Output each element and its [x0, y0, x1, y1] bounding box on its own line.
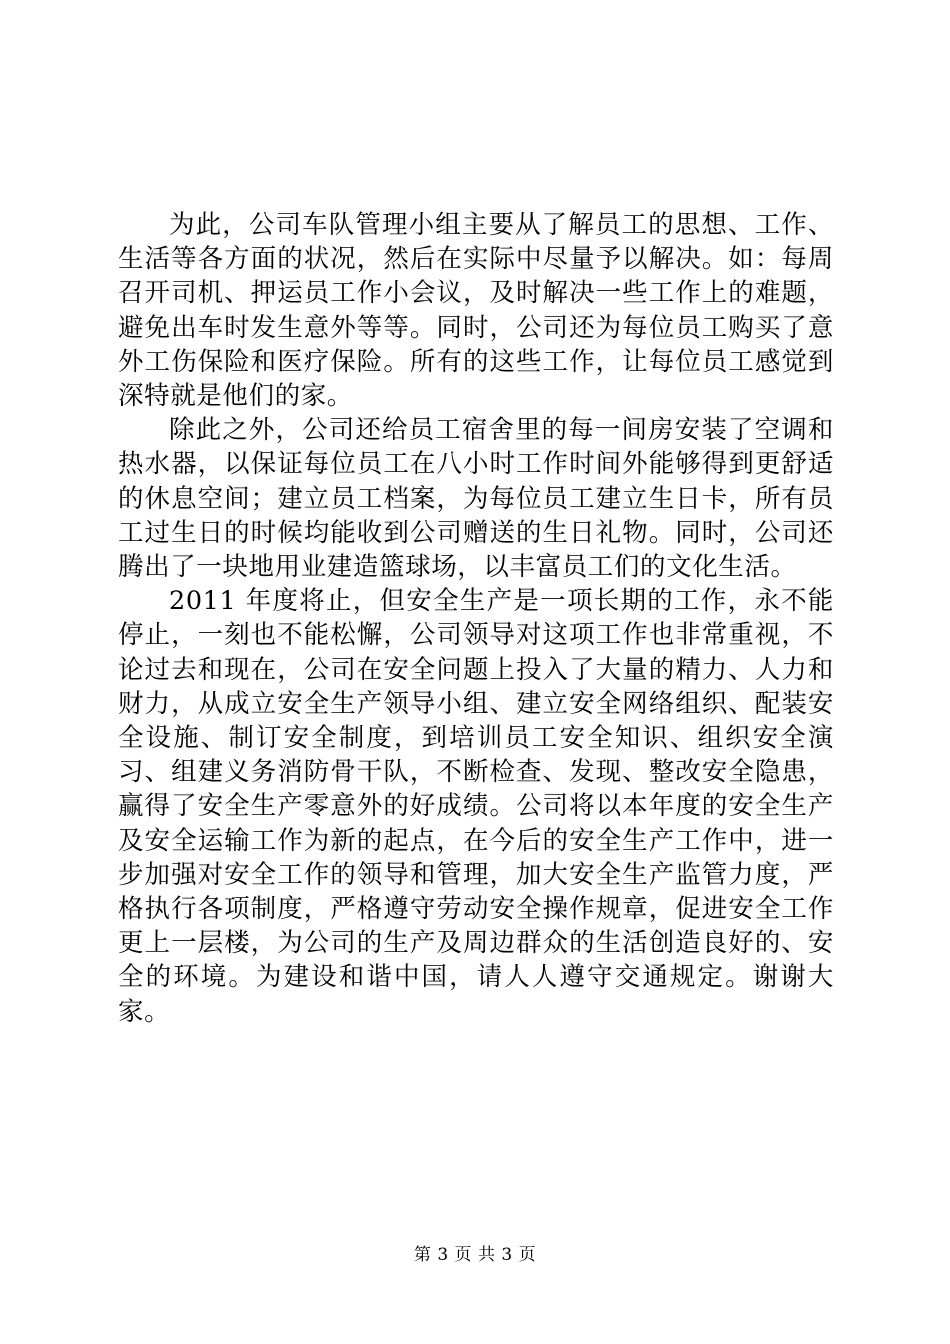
document-body	[118, 208, 834, 1029]
page-number-footer: 第 3 页 共 3 页	[413, 1245, 537, 1265]
paragraph-facilities: 除此之外，公司还给员工宿舍里的每一间房安装了空调和热水器，以保证每位员工在八小时工作时间外能够得到更舒适的休息空间；建立员工档案，为每位员工建立生日卡，所有员工过生日的时候均能收到公司赠送的生日礼物。同时，公司还腾出了一块地用业建造篮球场，以丰富员工们的文化生活。	[118, 415, 834, 583]
paragraph-safety-summary: 2011 年度将止，但安全生产是一项长期的工作，永不能停止，一刻也不能松懈，公司领导对这项工作也非常重视，不论过去和现在，公司在安全问题上投入了大量的精力、人力和财力，从成立安全生产领导小组、建立安全网络组织、配装安全设施、制订安全制度，到培训员工安全知识、组织安全演习、组建义务消防骨干队，不断检查、发现、整改安全隐患，赢得了安全生产零意外的好成绩。公司将以本年度的安全生产及安全运输工作为新的起点，在今后的安全生产工作中，进一步加强对安全工作的领导和管理，加大安全生产监管力度，严格执行各项制度，严格遵守劳动安全操作规章，促进安全工作更上一层楼，为公司的生产及周边群众的生活创造良好的、安全的环境。为建设和谐中国，请人人遵守交通规定。谢谢大家。	[118, 586, 834, 1027]
paragraph-employee-care: 为此，公司车队管理小组主要从了解员工的思想、工作、生活等各方面的状况，然后在实际中尽量予以解决。如：每周召开司机、押运员工作小会议，及时解决一些工作上的难题，避免出车时发生意外等等。同时，公司还为每位员工购买了意外工伤保险和医疗保险。所有的这些工作，让每位员工感觉到深特就是他们的家。	[118, 210, 834, 412]
